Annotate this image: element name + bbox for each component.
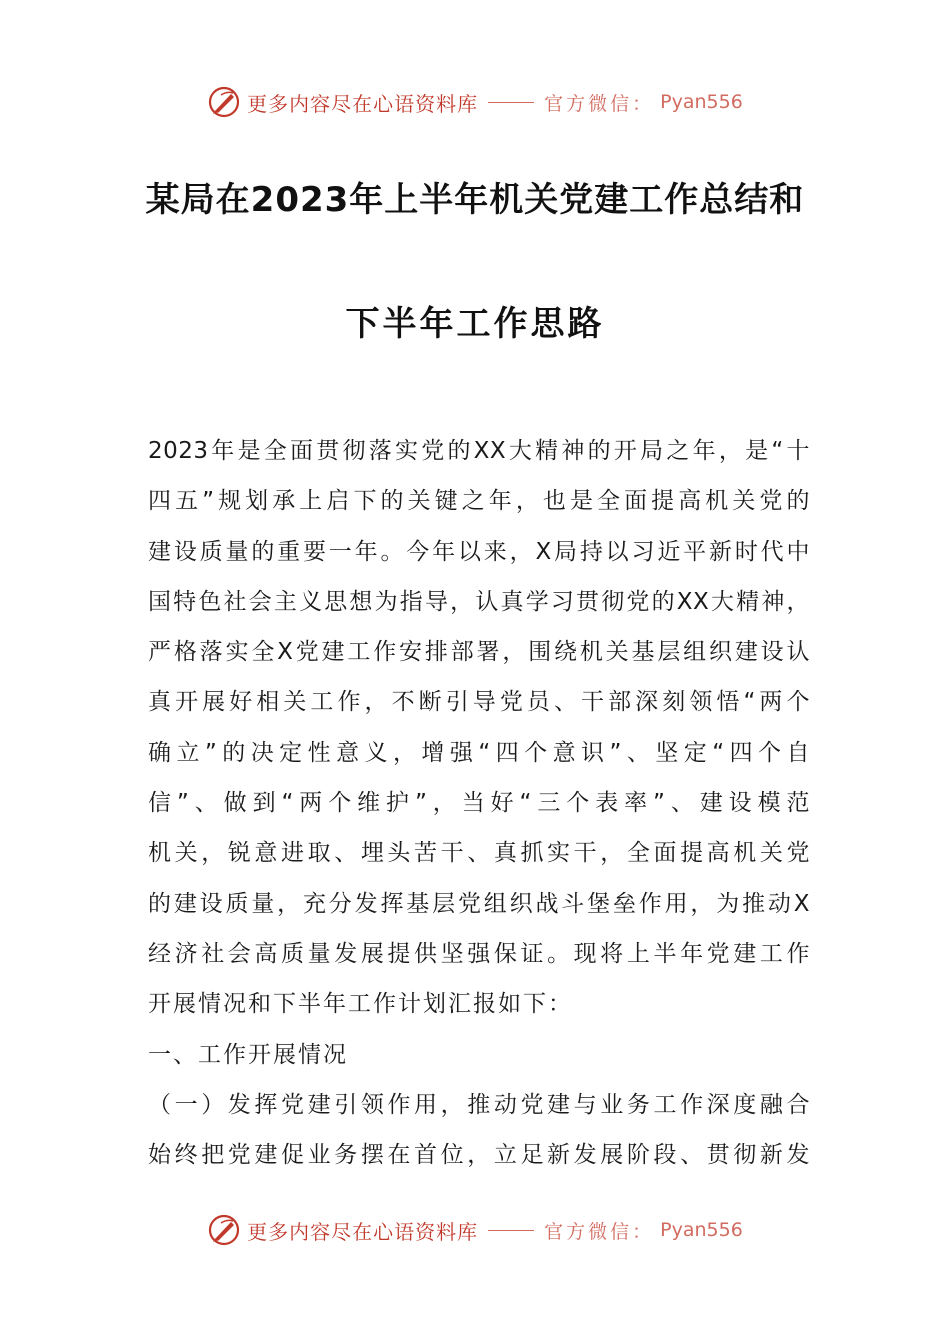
- watermark-code: Pyan556: [660, 1219, 743, 1241]
- body-line: 信”、做到“两个维护”，当好“三个表率”、建设模范: [148, 790, 810, 817]
- subsection-heading: （一）发挥党建引领作用，推动党建与业务工作深度融合: [148, 1091, 810, 1118]
- quill-pen-logo-icon: [207, 1213, 241, 1247]
- watermark-dash: [488, 102, 534, 103]
- body-line: 的建设质量，充分发挥基层党组织战斗堡垒作用，为推动X: [148, 890, 810, 917]
- watermark-official: 官方微信：: [544, 92, 655, 115]
- body-continuation: 始终把党建促业务摆在首位，立足新发展阶段、贯彻新发: [148, 1142, 810, 1169]
- watermark-text: 更多内容尽在心语资料库: [247, 1219, 479, 1244]
- footer-watermark: [0, 1210, 950, 1250]
- section-heading: 一、工作开展情况: [148, 1041, 348, 1068]
- body-line-last: 开展情况和下半年工作计划汇报如下：: [148, 991, 573, 1018]
- header-watermark: [0, 82, 950, 122]
- document-title-line2: 下半年工作思路: [345, 304, 605, 344]
- body-line: 国特色社会主义思想为指导，认真学习贯彻党的XX大精神，: [148, 588, 810, 615]
- document-body: [148, 426, 810, 1180]
- body-line: 建设质量的重要一年。今年以来，X局持以习近平新时代中: [148, 538, 810, 565]
- body-line: 机关，锐意进取、埋头苦干、真抓实干，全面提高机关党: [148, 840, 810, 867]
- body-line: 严格落实全X党建工作安排部署，围绕机关基层组织建设认: [148, 639, 810, 666]
- watermark-dash: [488, 1230, 534, 1231]
- header-watermark-group: [207, 85, 743, 119]
- body-line: 经济社会高质量发展提供坚强保证。现将上半年党建工作: [148, 940, 810, 967]
- watermark-code: Pyan556: [660, 91, 743, 113]
- body-line: 四五”规划承上启下的关键之年，也是全面提高机关党的: [148, 488, 810, 515]
- body-line: 2023年是全面贯彻落实党的XX大精神的开局之年，是“十: [148, 438, 810, 464]
- document-title-line1: 某局在2023年上半年机关党建工作总结和: [145, 180, 805, 220]
- body-line: 真开展好相关工作，不断引导党员、干部深刻领悟“两个: [148, 689, 810, 716]
- quill-pen-logo-icon: [207, 85, 241, 119]
- watermark-text: 更多内容尽在心语资料库: [247, 91, 479, 116]
- footer-watermark-group: [207, 1213, 743, 1247]
- watermark-official: 官方微信：: [544, 1220, 655, 1243]
- body-line: 确立”的决定性意义，增强“四个意识”、坚定“四个自: [148, 739, 810, 766]
